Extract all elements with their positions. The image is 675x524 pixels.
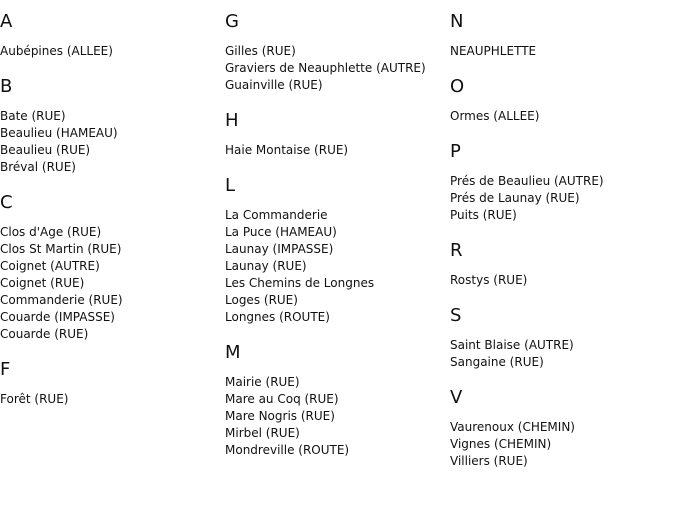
letter-group-c xyxy=(0,192,220,343)
street-link[interactable]: Clos St Martin (RUE) xyxy=(0,242,122,256)
letter-heading: C xyxy=(0,192,13,213)
letter-group-b xyxy=(0,76,220,176)
letter-heading: F xyxy=(0,359,11,380)
street-list xyxy=(225,43,445,94)
street-index-column-3 xyxy=(450,11,670,486)
street-link[interactable]: La Puce (HAMEAU) xyxy=(225,225,337,239)
street-list xyxy=(0,108,220,176)
street-link[interactable]: Saint Blaise (AUTRE) xyxy=(450,338,574,352)
street-list xyxy=(0,391,220,408)
street-link[interactable]: Couarde (IMPASSE) xyxy=(0,310,115,324)
letter-heading: L xyxy=(225,175,236,196)
street-link[interactable]: NEAUPHLETTE xyxy=(450,44,537,58)
street-link[interactable]: Mare au Coq (RUE) xyxy=(225,392,339,406)
letter-heading: V xyxy=(450,387,463,408)
street-link[interactable]: Coignet (RUE) xyxy=(0,276,85,290)
street-link[interactable]: Guainville (RUE) xyxy=(225,78,323,92)
street-link[interactable]: Mirbel (RUE) xyxy=(225,426,300,440)
letter-group-f xyxy=(0,359,220,408)
letter-heading: S xyxy=(450,305,462,326)
street-list xyxy=(225,374,445,459)
letter-heading: P xyxy=(450,141,461,162)
letter-group-g xyxy=(225,11,445,94)
street-link[interactable]: Ormes (ALLEE) xyxy=(450,109,540,123)
street-list xyxy=(450,173,670,224)
street-link[interactable]: Bate (RUE) xyxy=(0,109,66,123)
letter-heading: B xyxy=(0,76,13,97)
street-link[interactable]: Loges (RUE) xyxy=(225,293,298,307)
letter-group-o xyxy=(450,76,670,125)
street-link[interactable]: Puits (RUE) xyxy=(450,208,517,222)
street-link[interactable]: Prés de Beaulieu (AUTRE) xyxy=(450,174,604,188)
letter-heading: A xyxy=(0,11,13,32)
letter-group-l xyxy=(225,175,445,326)
street-link[interactable]: Les Chemins de Longnes xyxy=(225,276,375,290)
street-link[interactable]: Longnes (ROUTE) xyxy=(225,310,330,324)
letter-heading: R xyxy=(450,240,463,261)
street-link[interactable]: Prés de Launay (RUE) xyxy=(450,191,580,205)
street-list xyxy=(0,224,220,343)
street-link[interactable]: Forêt (RUE) xyxy=(0,392,69,406)
street-link[interactable]: Vaurenoux (CHEMIN) xyxy=(450,420,575,434)
street-list xyxy=(225,207,445,326)
letter-group-v xyxy=(450,387,670,470)
street-link[interactable]: Villiers (RUE) xyxy=(450,454,528,468)
street-link[interactable]: Gilles (RUE) xyxy=(225,44,296,58)
street-link[interactable]: Couarde (RUE) xyxy=(0,327,89,341)
street-link[interactable]: Graviers de Neauphlette (AUTRE) xyxy=(225,61,426,75)
letter-group-p xyxy=(450,141,670,224)
street-list xyxy=(450,108,670,125)
letter-heading: H xyxy=(225,110,239,131)
street-link[interactable]: Coignet (AUTRE) xyxy=(0,259,100,273)
street-link[interactable]: Beaulieu (HAMEAU) xyxy=(0,126,118,140)
street-link[interactable]: Mairie (RUE) xyxy=(225,375,300,389)
letter-group-h xyxy=(225,110,445,159)
letter-heading: G xyxy=(225,11,239,32)
street-link[interactable]: Rostys (RUE) xyxy=(450,273,528,287)
street-list xyxy=(225,142,445,159)
letter-group-s xyxy=(450,305,670,371)
street-list xyxy=(450,272,670,289)
street-link[interactable]: Clos d'Age (RUE) xyxy=(0,225,102,239)
street-list xyxy=(450,43,670,60)
letter-group-m xyxy=(225,342,445,459)
letter-group-n xyxy=(450,11,670,60)
street-list xyxy=(450,337,670,371)
street-link[interactable]: Mondreville (ROUTE) xyxy=(225,443,350,457)
letter-heading: M xyxy=(225,342,241,363)
street-link[interactable]: Mare Nogris (RUE) xyxy=(225,409,335,423)
letter-group-a xyxy=(0,11,220,60)
letter-group-r xyxy=(450,240,670,289)
street-link[interactable]: Bréval (RUE) xyxy=(0,160,76,174)
street-index-column-2 xyxy=(225,11,445,475)
street-list xyxy=(0,43,220,60)
street-link[interactable]: Beaulieu (RUE) xyxy=(0,143,91,157)
street-index-column-1 xyxy=(0,11,220,424)
street-link[interactable]: Launay (IMPASSE) xyxy=(225,242,334,256)
street-link[interactable]: La Commanderie xyxy=(225,208,328,222)
street-list xyxy=(450,419,670,470)
street-link[interactable]: Commanderie (RUE) xyxy=(0,293,123,307)
letter-heading: O xyxy=(450,76,465,97)
letter-heading: N xyxy=(450,11,464,32)
street-link[interactable]: Aubépines (ALLEE) xyxy=(0,44,113,58)
street-link[interactable]: Launay (RUE) xyxy=(225,259,307,273)
street-link[interactable]: Sangaine (RUE) xyxy=(450,355,544,369)
street-link[interactable]: Vignes (CHEMIN) xyxy=(450,437,552,451)
street-link[interactable]: Haie Montaise (RUE) xyxy=(225,143,349,157)
